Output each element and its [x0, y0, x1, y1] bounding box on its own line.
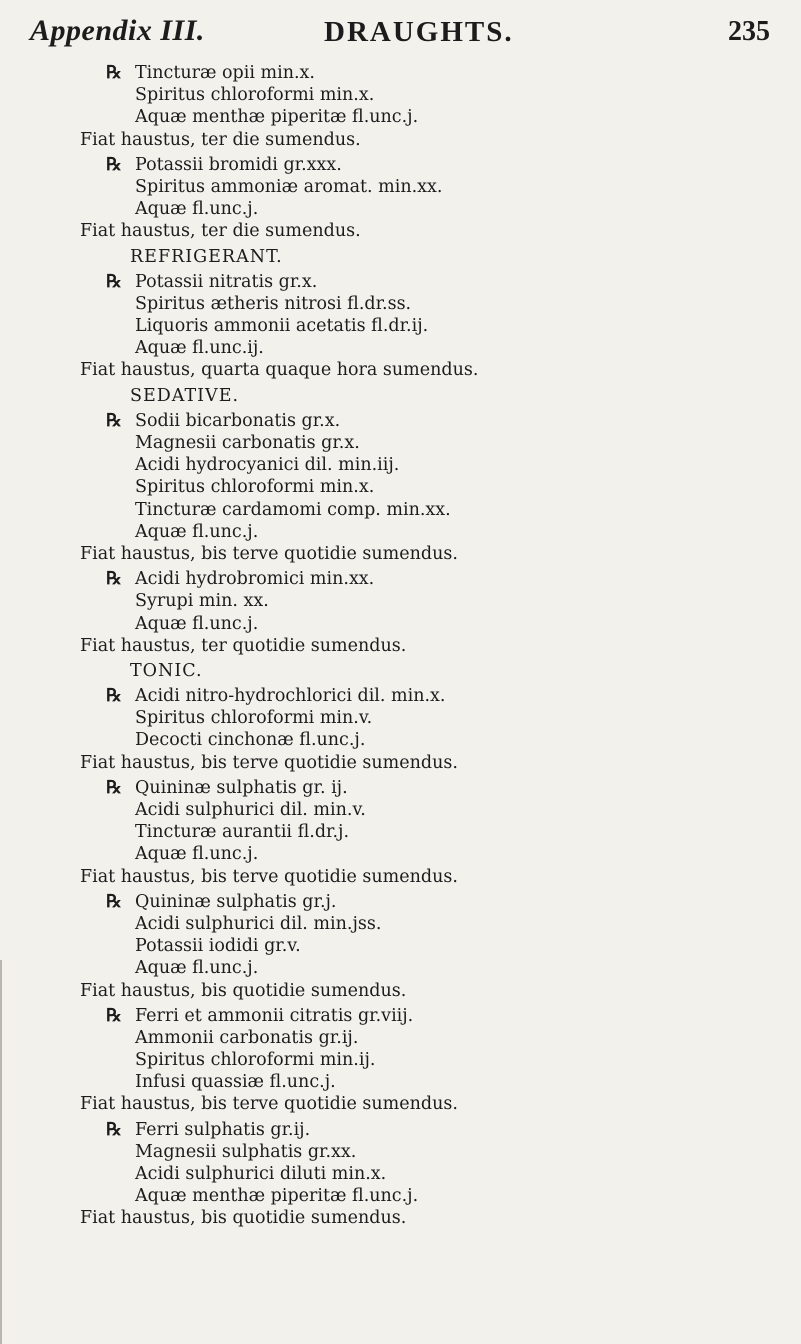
fiat-directions: Fiat haustus, bis terve quotidie sumendus. — [80, 1094, 458, 1115]
ingredient-text: Spiritus ætheris nitrosi fl.dr.ss. — [135, 293, 412, 314]
fiat-directions: Fiat haustus, bis quotidie sumendus. — [80, 980, 407, 1001]
prescription-ingredient-line — [0, 843, 801, 865]
recipe-symbol: ℞ — [106, 891, 122, 912]
recipe-symbol: ℞ — [106, 271, 122, 292]
ingredient-text: Aquæ fl.unc.j. — [135, 958, 259, 979]
ingredient-text: Tincturæ aurantii fl.dr.j. — [135, 822, 350, 843]
ingredient-text: Spiritus chloroformi min.v. — [135, 708, 373, 729]
prescription-ingredient-line — [0, 1141, 801, 1163]
ingredient-text: Ferri et ammonii citratis gr.viij. — [135, 1005, 414, 1026]
ingredient-text: Aquæ menthæ piperitæ fl.unc.j. — [135, 1186, 419, 1207]
prescription-ingredient-line — [0, 590, 801, 612]
prescription — [0, 62, 801, 151]
prescriptions-body — [0, 62, 801, 1233]
formula-section — [0, 62, 801, 243]
formula-section — [0, 246, 801, 382]
fiat-directions: Fiat haustus, quarta quaque hora sumendus. — [80, 360, 479, 381]
prescription-ingredient-line — [0, 293, 801, 315]
ingredient-text: Acidi sulphurici diluti min.x. — [135, 1164, 387, 1184]
ingredient-text: Magnesii sulphatis gr.xx. — [135, 1141, 357, 1162]
prescription-ingredient-line — [0, 476, 801, 498]
prescription-ingredient-line — [0, 1185, 801, 1207]
prescription-ingredient-line — [0, 799, 801, 821]
prescription-ingredient-line — [0, 198, 801, 220]
prescription-ingredient-line — [0, 707, 801, 729]
fiat-directions: Fiat haustus, ter quotidie sumendus. — [80, 635, 407, 656]
recipe-symbol: ℞ — [106, 410, 122, 431]
prescription — [0, 1119, 801, 1230]
ingredient-text: Potassii iodidi gr.v. — [135, 936, 301, 957]
recipe-symbol: ℞ — [106, 63, 122, 83]
ingredient-text: Aquæ fl.unc.ij. — [135, 338, 264, 359]
section-heading: TONIC. — [130, 660, 203, 681]
prescription — [0, 777, 801, 888]
ingredient-text: Aquæ fl.unc.j. — [135, 199, 259, 220]
prescription-ingredient-line — [0, 315, 801, 337]
ingredient-text: Spiritus ammoniæ aromat. min.xx. — [135, 176, 443, 197]
ingredient-text: Tincturæ cardamomi comp. min.xx. — [135, 499, 451, 520]
fiat-directions: Fiat haustus, ter die sumendus. — [80, 129, 361, 150]
ingredient-text: Aquæ menthæ piperitæ fl.unc.j. — [135, 107, 419, 128]
prescription-first-line — [0, 685, 801, 707]
ingredient-text: Acidi hydrocyanici dil. min.iij. — [135, 455, 400, 476]
fiat-directions: Fiat haustus, bis terve quotidie sumendus. — [80, 543, 458, 564]
fiat-directions: Fiat haustus, bis terve quotidie sumendus. — [80, 752, 458, 773]
formula-section — [0, 385, 801, 657]
section-heading: REFRIGERANT. — [130, 246, 283, 267]
prescription-ingredient-line — [0, 337, 801, 359]
running-head-section: Appendix III. — [30, 14, 205, 47]
prescription-ingredient-line — [0, 106, 801, 128]
ingredient-text: Ferri sulphatis gr.ij. — [135, 1119, 311, 1140]
recipe-symbol: ℞ — [106, 154, 122, 175]
prescription-ingredient-line — [0, 1163, 801, 1185]
ingredient-text: Potassii bromidi gr.xxx. — [135, 154, 342, 175]
ingredient-text: Liquoris ammonii acetatis fl.dr.ij. — [135, 316, 429, 337]
prescription-ingredient-line — [0, 1049, 801, 1071]
prescription-first-line — [0, 777, 801, 799]
ingredient-text: Sodii bicarbonatis gr.x. — [135, 410, 341, 431]
prescription — [0, 685, 801, 774]
prescription-ingredient-line — [0, 957, 801, 979]
ingredient-text: Tincturæ opii min.x. — [135, 63, 315, 83]
ingredient-text: Syrupi min. xx. — [135, 591, 269, 612]
ingredient-text: Aquæ fl.unc.j. — [135, 521, 259, 542]
ingredient-text: Decocti cinchonæ fl.unc.j. — [135, 730, 366, 751]
prescription-ingredient-line — [0, 729, 801, 751]
recipe-symbol: ℞ — [106, 686, 122, 707]
prescription-ingredient-line — [0, 913, 801, 935]
prescription-ingredient-line — [0, 613, 801, 635]
ingredient-text: Spiritus chloroformi min.ij. — [135, 1050, 376, 1071]
ingredient-text: Magnesii carbonatis gr.x. — [135, 433, 360, 453]
recipe-symbol: ℞ — [106, 777, 122, 798]
prescription-ingredient-line — [0, 1071, 801, 1093]
recipe-symbol: ℞ — [106, 1005, 122, 1026]
prescription-ingredient-line — [0, 432, 801, 454]
ingredient-text: Aquæ fl.unc.j. — [135, 613, 259, 634]
ingredient-text: Acidi sulphurici dil. min.v. — [135, 800, 366, 820]
ingredient-text: Quininæ sulphatis gr. ij. — [135, 777, 348, 798]
prescription — [0, 1005, 801, 1116]
prescription-ingredient-line — [0, 935, 801, 957]
prescription-ingredient-line — [0, 499, 801, 521]
prescription-first-line — [0, 410, 801, 432]
prescription — [0, 154, 801, 243]
ingredient-text: Potassii nitratis gr.x. — [135, 271, 318, 292]
prescription-ingredient-line — [0, 521, 801, 543]
page-header — [30, 14, 770, 54]
ingredient-text: Acidi sulphurici dil. min.jss. — [135, 913, 382, 934]
section-heading: SEDATIVE. — [130, 385, 240, 406]
recipe-symbol: ℞ — [106, 569, 122, 590]
page-number: 235 — [728, 16, 770, 47]
prescription-first-line — [0, 154, 801, 176]
fiat-directions: Fiat haustus, bis quotidie sumendus. — [80, 1208, 407, 1229]
page-edge-shadow — [0, 960, 2, 1344]
running-head-title: DRAUGHTS. — [324, 16, 514, 48]
prescription-ingredient-line — [0, 1027, 801, 1049]
prescription — [0, 891, 801, 1002]
ingredient-text: Spiritus chloroformi min.x. — [135, 85, 375, 106]
ingredient-text: Spiritus chloroformi min.x. — [135, 477, 375, 498]
ingredient-text: Quininæ sulphatis gr.j. — [135, 891, 337, 912]
prescription-first-line — [0, 568, 801, 590]
prescription-ingredient-line — [0, 84, 801, 106]
fiat-directions: Fiat haustus, bis terve quotidie sumendus. — [80, 866, 458, 887]
prescription — [0, 410, 801, 565]
prescription-first-line — [0, 1005, 801, 1027]
formula-section — [0, 660, 801, 1230]
prescription-ingredient-line — [0, 176, 801, 198]
ingredient-text: Ammonii carbonatis gr.ij. — [135, 1027, 359, 1048]
prescription-first-line — [0, 271, 801, 293]
prescription-ingredient-line — [0, 821, 801, 843]
fiat-directions: Fiat haustus, ter die sumendus. — [80, 221, 361, 242]
prescription-ingredient-line — [0, 454, 801, 476]
ingredient-text: Acidi hydrobromici min.xx. — [135, 569, 375, 590]
prescription-first-line — [0, 62, 801, 84]
prescription-first-line — [0, 891, 801, 913]
prescription — [0, 271, 801, 382]
prescription — [0, 568, 801, 657]
ingredient-text: Acidi nitro-hydrochlorici dil. min.x. — [135, 686, 446, 707]
ingredient-text: Aquæ fl.unc.j. — [135, 844, 259, 865]
ingredient-text: Infusi quassiæ fl.unc.j. — [135, 1072, 336, 1093]
prescription-first-line — [0, 1119, 801, 1141]
recipe-symbol: ℞ — [106, 1119, 122, 1140]
